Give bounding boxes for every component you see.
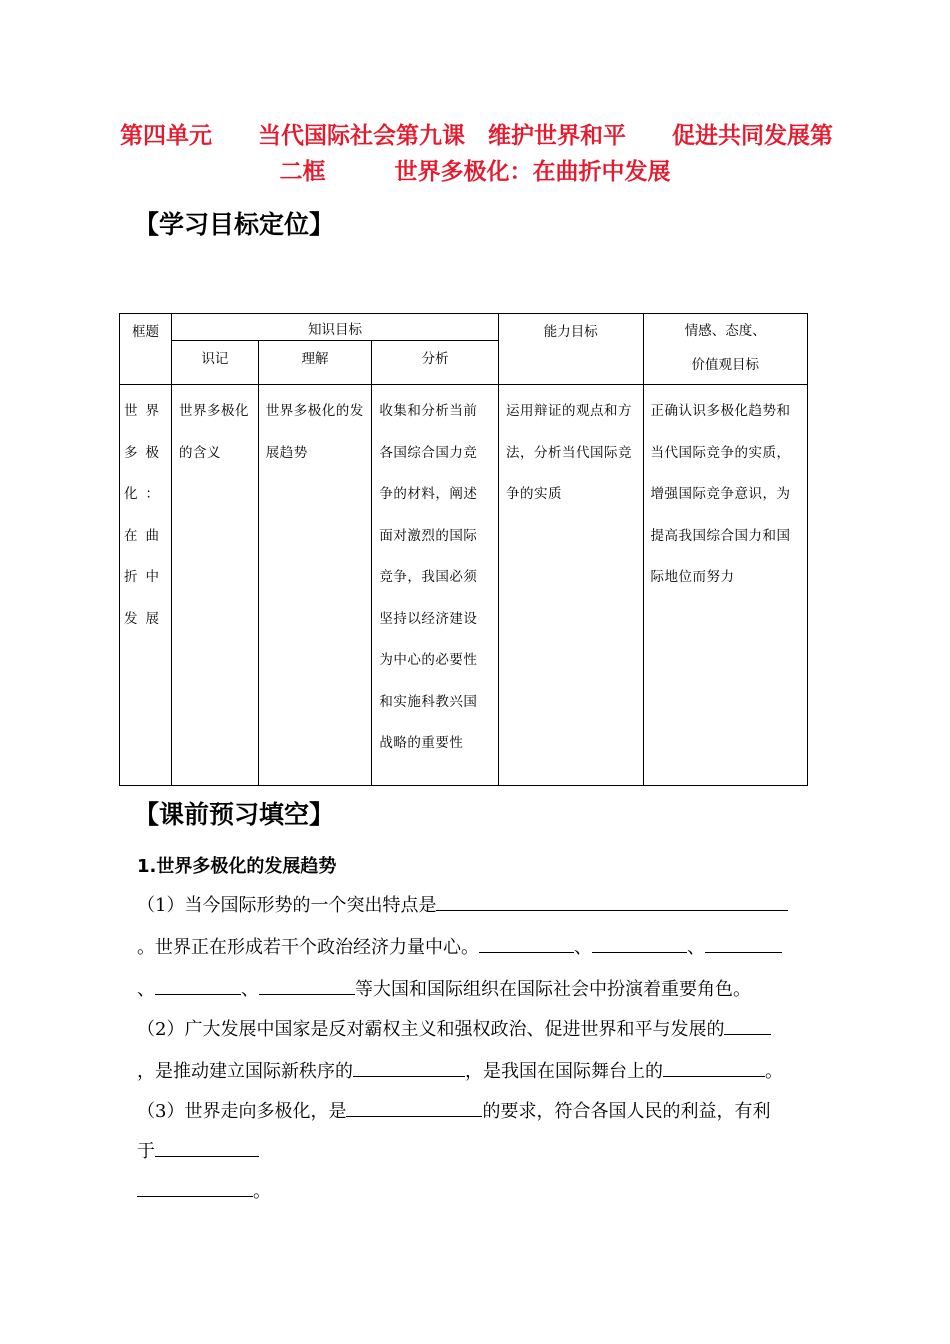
- cell-emotion: 正确认识多极化趋势和当代国际竞争的实质，增强国际竞争意识，为提高我国综合国力和国际地位而努力: [643, 385, 807, 786]
- fill-line-5: [137, 1056, 783, 1083]
- header-knowledge-goal: 知识目标: [172, 314, 499, 341]
- blank-field[interactable]: [346, 1096, 482, 1117]
- fill-text: 等大国和国际组织在国际社会中扮演着重要角色。: [355, 979, 751, 1000]
- fill-text: ，是推动建立国际新秩序的: [137, 1061, 353, 1082]
- header-analyze: 分析: [372, 341, 499, 385]
- header-emotion-line-2: 价值观目标: [691, 357, 759, 373]
- blank-field[interactable]: [663, 1056, 765, 1077]
- fill-line-3: [137, 974, 751, 1001]
- fill-text: 的要求，符合各国人民的利益，有利: [482, 1101, 771, 1122]
- objectives-table: [119, 313, 808, 786]
- header-emotion-line-1: 情感、态度、: [684, 323, 766, 339]
- fill-line-4: [137, 1014, 771, 1041]
- cell-remember: 世界多极化的含义: [172, 385, 259, 786]
- cell-analyze: 收集和分析当前各国综合国力竞争的材料，阐述面对激烈的国际竞争，我国必须坚持以经济建设为中心的必要性和实施科教兴国战略的重要性: [372, 385, 499, 786]
- fill-line-2: [137, 932, 782, 959]
- blank-field[interactable]: [724, 1014, 771, 1035]
- fill-text: （3）世界走向多极化，是: [137, 1101, 347, 1122]
- blank-field[interactable]: [155, 1136, 259, 1157]
- fill-text: 。: [765, 1061, 783, 1082]
- fill-separator: 、: [241, 979, 259, 1000]
- cell-understand: 世界多极化的发展趋势: [258, 385, 372, 786]
- blank-field[interactable]: [353, 1056, 465, 1077]
- section-preview-fill: 【课前预习填空】: [134, 800, 335, 829]
- question-heading: 1.世界多极化的发展趋势: [137, 856, 337, 877]
- fill-separator: 、: [687, 937, 705, 958]
- fill-text: （1）当今国际形势的一个突出特点是: [137, 895, 437, 916]
- blank-field[interactable]: [155, 974, 241, 995]
- fill-line-7: [137, 1136, 259, 1163]
- header-remember: 识记: [172, 341, 259, 385]
- header-kuangti: 框题: [120, 314, 172, 385]
- fill-line-1: [137, 890, 788, 917]
- title-line-2: 二框 世界多极化：在曲折中发展: [279, 159, 671, 185]
- blank-field[interactable]: [259, 974, 355, 995]
- fill-text: ，是我国在国际舞台上的: [465, 1061, 663, 1082]
- section-learning-goals: 【学习目标定位】: [134, 210, 335, 239]
- fill-text: （2）广大发展中国家是反对霸权主义和强权政治、促进世界和平与发展的: [137, 1019, 725, 1040]
- fill-line-6: [137, 1096, 770, 1123]
- blank-field[interactable]: [137, 1176, 253, 1197]
- fill-text: 于: [137, 1141, 155, 1162]
- document-title: [120, 118, 833, 190]
- blank-field[interactable]: [592, 932, 687, 953]
- fill-line-8: [137, 1176, 271, 1203]
- header-ability-goal: 能力目标: [498, 314, 643, 385]
- fill-text: 。: [253, 1181, 271, 1202]
- cell-ability: 运用辩证的观点和方法，分析当代国际竞争的实质: [498, 385, 643, 786]
- blank-field[interactable]: [705, 932, 782, 953]
- fill-separator: 、: [137, 979, 155, 1000]
- blank-field[interactable]: [479, 932, 574, 953]
- title-line-1: 第四单元 当代国际社会第九课 维护世界和平 促进共同发展第: [120, 123, 833, 149]
- blank-field[interactable]: [436, 890, 788, 911]
- header-understand: 理解: [258, 341, 372, 385]
- fill-separator: 、: [574, 937, 592, 958]
- cell-kuangti: 世界多极化：在曲折中发展: [120, 385, 172, 786]
- fill-text: 。世界正在形成若干个政治经济力量中心。: [137, 937, 479, 958]
- header-emotion-goal: [643, 314, 807, 385]
